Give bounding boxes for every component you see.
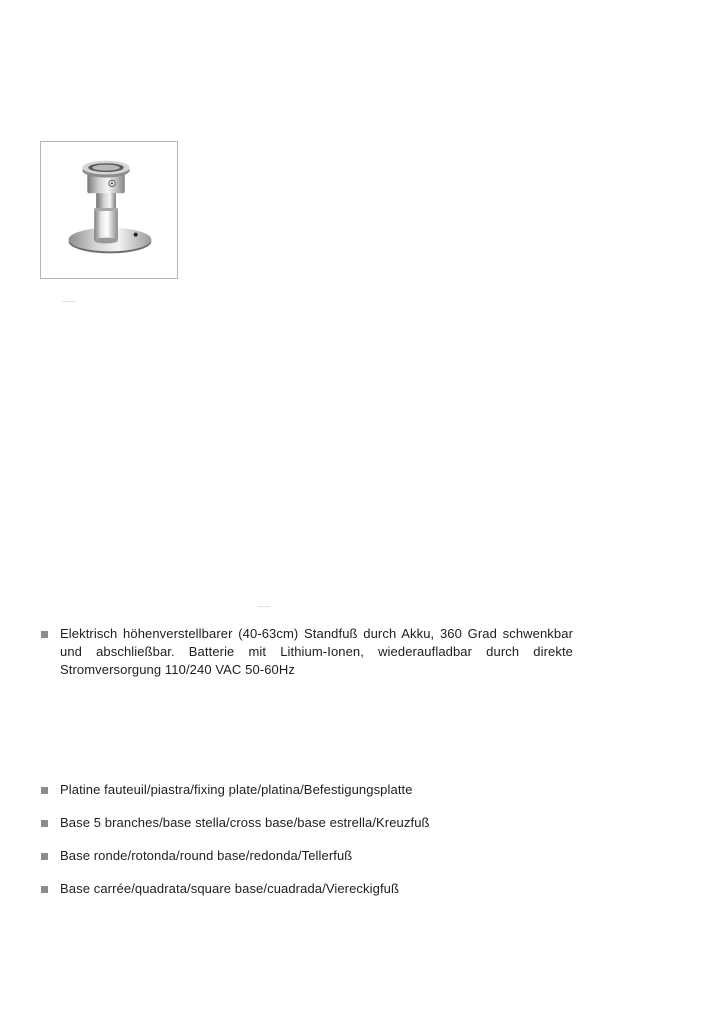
bullet-icon xyxy=(41,820,48,827)
product-description: Elektrisch höhenverstellbarer (40-63cm) Standfuß durch Akku, 360 Grad schwenkbar und abschließbar. Batterie mit Lithium-Ionen, wiederaufladbar durch direkte Stromversorgung 110/240 VAC 50-60Hz xyxy=(60,626,573,677)
option-label: Platine fauteuil/piastra/fixing plate/platina/Befestigungsplatte xyxy=(60,782,413,797)
option-label: Base 5 branches/base stella/cross base/base estrella/Kreuzfuß xyxy=(60,815,430,830)
product-image xyxy=(40,141,178,279)
option-label: Base carrée/quadrata/square base/cuadrada/Viereckigfuß xyxy=(60,881,400,896)
bullet-icon xyxy=(41,853,48,860)
option-label: Base ronde/rotonda/round base/redonda/Tellerfuß xyxy=(60,848,353,863)
bullet-icon xyxy=(41,886,48,893)
scan-artifact xyxy=(258,606,270,607)
scan-artifact xyxy=(62,301,76,302)
telescopic-stand-base-icon xyxy=(41,142,177,278)
bullet-icon xyxy=(41,787,48,794)
bullet-icon xyxy=(41,631,48,638)
